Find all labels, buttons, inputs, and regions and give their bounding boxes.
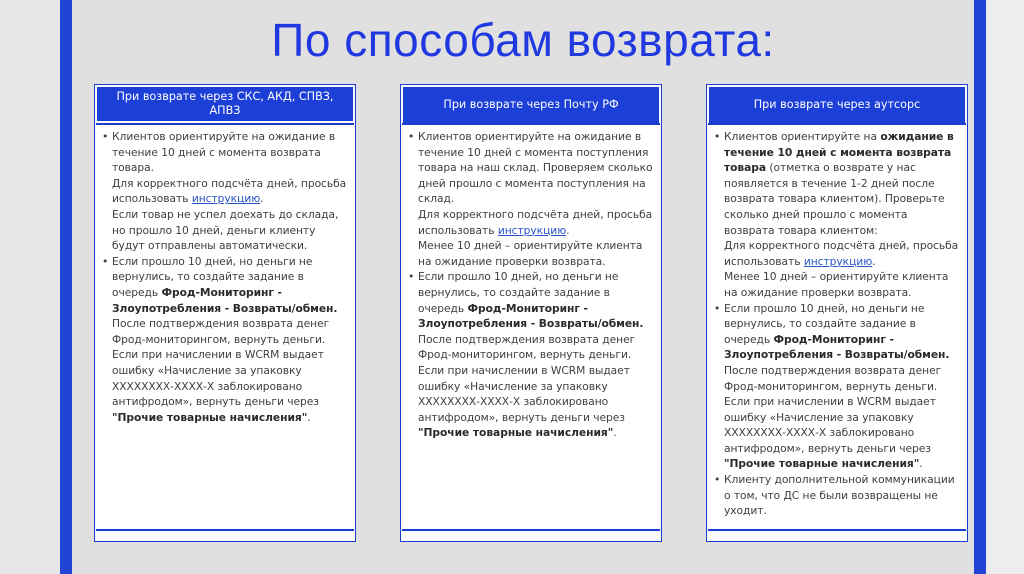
bullet-icon: • [714,130,721,143]
instruction-link[interactable]: инструкцию [191,192,261,206]
bullet-icon: • [714,473,721,487]
right-accent-bar [974,0,986,574]
list-item: • Клиенту дополнительной коммуникации о том, что ДС не были возвращены не уходит. [714,473,955,518]
bullet-icon: • [408,130,415,143]
column-body [708,123,966,531]
column-header: При возврате через Почту РФ [403,87,659,123]
column-header: При возврате через СКС, АКД, СПВЗ, АПВЗ [97,87,353,121]
list-item: • Клиентов ориентируйте на ожидание в течение 10 дней с момента возврата товара. Для корректного подсчёта дней, просьба использовать инструкцию. Если товар не успел доехать до склада, но прошло 10 дней, деньги клиенту будут отправлены автоматически. [102,130,347,253]
instruction-link[interactable]: инструкцию [497,223,567,237]
column-post [400,84,662,542]
side-strip [986,0,1024,574]
column-body [402,123,660,531]
list-item: • Клиентов ориентируйте на ожидание в течение 10 дней с момента возврата товара (отметка о возврате у нас появляется в течение 1-2 дней после возврата товара клиентом). Проверьте сколько дней прошло с момента возврата товара клиентом: Для корректного подсчёта дней, просьба использовать инструкцию. Менее 10 дней – ориентируйте клиента на ожидание проверки возврата. [714,130,959,299]
bullet-icon: • [102,130,109,143]
bullet-icon: • [714,301,721,315]
list-item: • Если прошло 10 дней, но деньги не вернулись, то создайте задание в очередь Фрод-Мониторинг - Злоупотребления - Возвраты/обмен. После подтверждения возврата денег Фрод-мониторингом, вернуть деньги. Если при начислении в WCRM выдает ошибку «Начисление за упаковку ХХХХХХХХ-ХХХХ-Х заблокировано антифродом», вернуть деньги через "Прочие товарные начисления". [102,254,338,424]
bullet-icon: • [408,270,415,284]
column-header: При возврате через аутсорс [709,87,965,123]
left-accent-bar [60,0,72,574]
column-body [96,123,354,531]
bullet-icon: • [102,254,109,268]
list-item: • Клиентов ориентируйте на ожидание в течение 10 дней с момента поступления товара на наш склад. Проверяем сколько дней прошло с момента поступления на склад. Для корректного подсчёта дней, просьба использовать инструкцию. Менее 10 дней – ориентируйте клиента на ожидание проверки возврата. [408,130,653,268]
slide-title: По способам возврата: [271,14,775,66]
instruction-link[interactable]: инструкцию [803,254,873,268]
column-outsource [706,84,968,542]
column-sks [94,84,356,542]
list-item: • Если прошло 10 дней, но деньги не вернулись, то создайте задание в очередь Фрод-Мониторинг - Злоупотребления - Возвраты/обмен. После подтверждения возврата денег Фрод-мониторингом, вернуть деньги. Если при начислении в WCRM выдает ошибку «Начисление за упаковку ХХХХХХХХ-ХХХХ-Х заблокировано антифродом», вернуть деньги через "Прочие товарные начисления". [714,301,950,471]
list-item: • Если прошло 10 дней, но деньги не вернулись, то создайте задание в очередь Фрод-Мониторинг - Злоупотребления - Возвраты/обмен. После подтверждения возврата денег Фрод-мониторингом, вернуть деньги. Если при начислении в WCRM выдает ошибку «Начисление за упаковку ХХХХХХХХ-ХХХХ-Х заблокировано антифродом», вернуть деньги через "Прочие товарные начисления". [408,270,644,440]
